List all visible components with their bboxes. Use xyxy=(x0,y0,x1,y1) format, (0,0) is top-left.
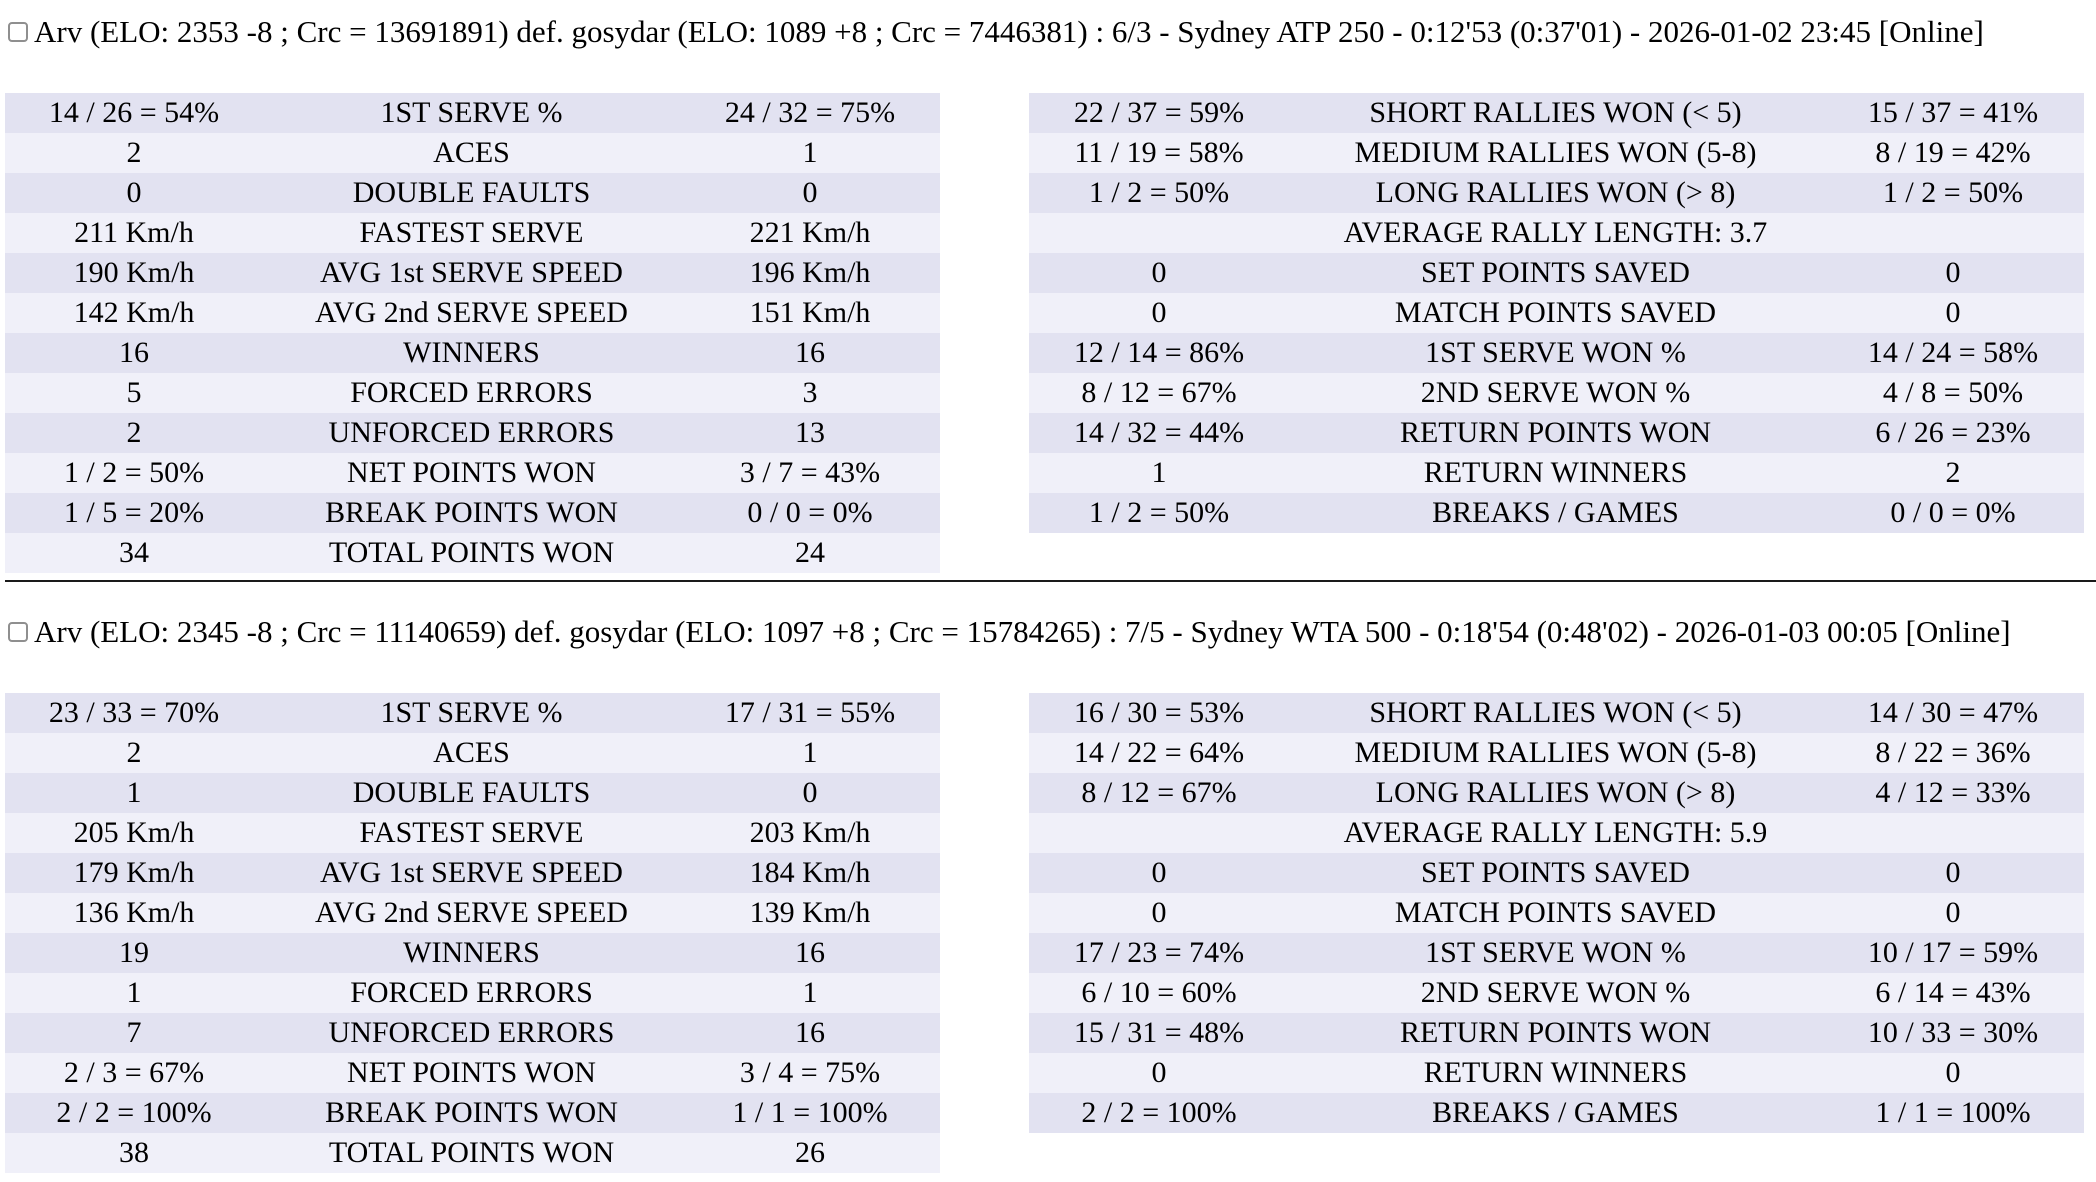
loser-value: 0 xyxy=(1822,853,2084,893)
stat-label: BREAK POINTS WON xyxy=(263,1093,680,1133)
stat-label: FORCED ERRORS xyxy=(263,973,680,1013)
stat-row xyxy=(5,253,940,293)
stat-label: NET POINTS WON xyxy=(263,453,680,493)
stat-row xyxy=(1029,133,2084,173)
stat-label: DOUBLE FAULTS xyxy=(263,173,680,213)
stat-label: SET POINTS SAVED xyxy=(1289,853,1822,893)
loser-value: 16 xyxy=(680,933,940,973)
winner-value: 5 xyxy=(5,373,263,413)
winner-value: 0 xyxy=(1029,293,1289,333)
loser-value: 13 xyxy=(680,413,940,453)
winner-value: 34 xyxy=(5,533,263,573)
loser-value: 10 / 33 = 30% xyxy=(1822,1013,2084,1053)
winner-value: 11 / 19 = 58% xyxy=(1029,133,1289,173)
winner-value: 23 / 33 = 70% xyxy=(5,693,263,733)
loser-value: 0 xyxy=(1822,253,2084,293)
winner-value: 8 / 12 = 67% xyxy=(1029,773,1289,813)
stat-row xyxy=(5,453,940,493)
stat-label: BREAKS / GAMES xyxy=(1289,493,1822,533)
stat-label: SET POINTS SAVED xyxy=(1289,253,1822,293)
loser-value: 1 xyxy=(680,973,940,1013)
winner-value: 2 xyxy=(5,733,263,773)
loser-value: 6 / 26 = 23% xyxy=(1822,413,2084,453)
stat-label: FASTEST SERVE xyxy=(263,213,680,253)
stat-row xyxy=(5,133,940,173)
match-separator xyxy=(5,580,2096,582)
stat-label: AVERAGE RALLY LENGTH: 3.7 xyxy=(1289,213,1822,253)
stat-label: 2ND SERVE WON % xyxy=(1289,973,1822,1013)
stat-row xyxy=(5,1093,940,1133)
winner-value: 14 / 32 = 44% xyxy=(1029,413,1289,453)
stat-row xyxy=(5,693,940,733)
winner-value: 0 xyxy=(1029,1053,1289,1093)
stat-row xyxy=(1029,453,2084,493)
stat-row xyxy=(5,813,940,853)
stat-label: 1ST SERVE WON % xyxy=(1289,333,1822,373)
loser-value: 0 xyxy=(1822,293,2084,333)
winner-value: 16 / 30 = 53% xyxy=(1029,693,1289,733)
winner-value: 0 xyxy=(1029,853,1289,893)
winner-value: 136 Km/h xyxy=(5,893,263,933)
stat-label: RETURN POINTS WON xyxy=(1289,1013,1822,1053)
stat-label: MATCH POINTS SAVED xyxy=(1289,893,1822,933)
stat-label: LONG RALLIES WON (> 8) xyxy=(1289,173,1822,213)
winner-value: 14 / 22 = 64% xyxy=(1029,733,1289,773)
stat-label: UNFORCED ERRORS xyxy=(263,1013,680,1053)
winner-value: 2 xyxy=(5,133,263,173)
stat-label: RETURN POINTS WON xyxy=(1289,413,1822,453)
loser-value xyxy=(1822,213,2084,253)
stat-row xyxy=(1029,213,2084,253)
winner-value: 12 / 14 = 86% xyxy=(1029,333,1289,373)
serve-stats-table xyxy=(5,693,940,1173)
stat-row xyxy=(5,853,940,893)
stat-row xyxy=(5,533,940,573)
stat-row xyxy=(5,93,940,133)
stat-label: 1ST SERVE % xyxy=(263,693,680,733)
loser-value: 15 / 37 = 41% xyxy=(1822,93,2084,133)
winner-value: 15 / 31 = 48% xyxy=(1029,1013,1289,1053)
loser-value: 203 Km/h xyxy=(680,813,940,853)
winner-value: 6 / 10 = 60% xyxy=(1029,973,1289,1013)
rally-stats-table xyxy=(1029,693,2084,1133)
winner-value: 38 xyxy=(5,1133,263,1173)
winner-value: 17 / 23 = 74% xyxy=(1029,933,1289,973)
stat-label: AVG 2nd SERVE SPEED xyxy=(263,293,680,333)
stat-row xyxy=(5,213,940,253)
stat-label: 2ND SERVE WON % xyxy=(1289,373,1822,413)
stat-row xyxy=(1029,693,2084,733)
stat-row xyxy=(1029,413,2084,453)
stat-row xyxy=(1029,813,2084,853)
stat-label: WINNERS xyxy=(263,933,680,973)
stat-row xyxy=(5,333,940,373)
match-header xyxy=(8,610,2011,654)
stat-row xyxy=(1029,893,2084,933)
winner-value: 2 / 2 = 100% xyxy=(1029,1093,1289,1133)
loser-value: 24 / 32 = 75% xyxy=(680,93,940,133)
stat-label: MEDIUM RALLIES WON (5-8) xyxy=(1289,133,1822,173)
winner-value xyxy=(1029,813,1289,853)
winner-value: 2 xyxy=(5,413,263,453)
winner-value: 1 xyxy=(1029,453,1289,493)
winner-value: 0 xyxy=(1029,253,1289,293)
loser-value: 24 xyxy=(680,533,940,573)
stat-row xyxy=(1029,93,2084,133)
loser-value: 221 Km/h xyxy=(680,213,940,253)
stat-row xyxy=(1029,973,2084,1013)
winner-value: 16 xyxy=(5,333,263,373)
stat-label: RETURN WINNERS xyxy=(1289,453,1822,493)
loser-value: 3 / 4 = 75% xyxy=(680,1053,940,1093)
stat-label: NET POINTS WON xyxy=(263,1053,680,1093)
stat-row xyxy=(5,293,940,333)
winner-value: 1 xyxy=(5,973,263,1013)
stat-row xyxy=(5,413,940,453)
match-summary: Arv (ELO: 2353 -8 ; Crc = 13691891) def. gosydar (ELO: 1089 +8 ; Crc = 7446381) : 6/3 - Sydney ATP 250 - 0:12'53 (0:37'01) - 2026-01-02 23:45 [Online] xyxy=(34,14,1984,49)
loser-value: 0 / 0 = 0% xyxy=(1822,493,2084,533)
stat-row xyxy=(1029,373,2084,413)
stat-label: AVG 1st SERVE SPEED xyxy=(263,853,680,893)
stat-label: RETURN WINNERS xyxy=(1289,1053,1822,1093)
loser-value: 196 Km/h xyxy=(680,253,940,293)
stat-label: AVERAGE RALLY LENGTH: 5.9 xyxy=(1289,813,1822,853)
stat-label: TOTAL POINTS WON xyxy=(263,533,680,573)
stat-label: 1ST SERVE % xyxy=(263,93,680,133)
stat-label: 1ST SERVE WON % xyxy=(1289,933,1822,973)
stat-label: MEDIUM RALLIES WON (5-8) xyxy=(1289,733,1822,773)
loser-value: 17 / 31 = 55% xyxy=(680,693,940,733)
stat-label: DOUBLE FAULTS xyxy=(263,773,680,813)
loser-value: 14 / 24 = 58% xyxy=(1822,333,2084,373)
loser-value: 2 xyxy=(1822,453,2084,493)
winner-value: 2 / 2 = 100% xyxy=(5,1093,263,1133)
stat-row xyxy=(1029,773,2084,813)
loser-value: 14 / 30 = 47% xyxy=(1822,693,2084,733)
match-header xyxy=(8,10,1984,54)
stat-label: LONG RALLIES WON (> 8) xyxy=(1289,773,1822,813)
loser-value: 1 xyxy=(680,133,940,173)
winner-value xyxy=(1029,213,1289,253)
loser-value: 16 xyxy=(680,333,940,373)
stat-label: AVG 2nd SERVE SPEED xyxy=(263,893,680,933)
stat-row xyxy=(5,1053,940,1093)
loser-value: 1 / 1 = 100% xyxy=(1822,1093,2084,1133)
stat-label: AVG 1st SERVE SPEED xyxy=(263,253,680,293)
loser-value: 10 / 17 = 59% xyxy=(1822,933,2084,973)
winner-value: 0 xyxy=(1029,893,1289,933)
winner-value: 142 Km/h xyxy=(5,293,263,333)
stat-label: SHORT RALLIES WON (< 5) xyxy=(1289,93,1822,133)
winner-value: 211 Km/h xyxy=(5,213,263,253)
stat-label: ACES xyxy=(263,133,680,173)
stat-label: FORCED ERRORS xyxy=(263,373,680,413)
winner-value: 2 / 3 = 67% xyxy=(5,1053,263,1093)
stat-row xyxy=(5,973,940,1013)
loser-value: 4 / 12 = 33% xyxy=(1822,773,2084,813)
loser-value: 8 / 22 = 36% xyxy=(1822,733,2084,773)
winner-value: 205 Km/h xyxy=(5,813,263,853)
winner-value: 0 xyxy=(5,173,263,213)
stat-row xyxy=(1029,1093,2084,1133)
stat-row xyxy=(5,173,940,213)
stat-row xyxy=(5,373,940,413)
stat-row xyxy=(1029,333,2084,373)
stat-row xyxy=(5,1133,940,1173)
loser-value: 0 xyxy=(680,773,940,813)
loser-value: 3 xyxy=(680,373,940,413)
stat-row xyxy=(5,1013,940,1053)
rally-stats-table xyxy=(1029,93,2084,533)
loser-value: 1 / 1 = 100% xyxy=(680,1093,940,1133)
loser-value: 184 Km/h xyxy=(680,853,940,893)
stat-row xyxy=(5,773,940,813)
winner-value: 14 / 26 = 54% xyxy=(5,93,263,133)
loser-value: 6 / 14 = 43% xyxy=(1822,973,2084,1013)
stat-label: SHORT RALLIES WON (< 5) xyxy=(1289,693,1822,733)
loser-value xyxy=(1822,813,2084,853)
winner-value: 190 Km/h xyxy=(5,253,263,293)
stat-row xyxy=(1029,1053,2084,1093)
winner-value: 8 / 12 = 67% xyxy=(1029,373,1289,413)
stat-row xyxy=(1029,173,2084,213)
loser-value: 151 Km/h xyxy=(680,293,940,333)
stat-row xyxy=(1029,493,2084,533)
loser-value: 0 / 0 = 0% xyxy=(680,493,940,533)
winner-value: 1 / 2 = 50% xyxy=(5,453,263,493)
stat-row xyxy=(1029,933,2084,973)
loser-value: 139 Km/h xyxy=(680,893,940,933)
stat-row xyxy=(1029,1013,2084,1053)
stat-row xyxy=(1029,293,2084,333)
stat-label: UNFORCED ERRORS xyxy=(263,413,680,453)
loser-value: 1 / 2 = 50% xyxy=(1822,173,2084,213)
loser-value: 8 / 19 = 42% xyxy=(1822,133,2084,173)
winner-value: 22 / 37 = 59% xyxy=(1029,93,1289,133)
stat-label: MATCH POINTS SAVED xyxy=(1289,293,1822,333)
loser-value: 0 xyxy=(1822,893,2084,933)
winner-value: 1 xyxy=(5,773,263,813)
stat-row xyxy=(1029,733,2084,773)
winner-value: 1 / 2 = 50% xyxy=(1029,173,1289,213)
match-select-checkbox[interactable] xyxy=(8,22,28,42)
stat-row xyxy=(1029,853,2084,893)
stat-row xyxy=(5,893,940,933)
stat-label: BREAK POINTS WON xyxy=(263,493,680,533)
stat-row xyxy=(5,493,940,533)
stat-row xyxy=(5,733,940,773)
match-select-checkbox[interactable] xyxy=(8,622,28,642)
stat-label: BREAKS / GAMES xyxy=(1289,1093,1822,1133)
loser-value: 0 xyxy=(680,173,940,213)
stat-label: WINNERS xyxy=(263,333,680,373)
stat-row xyxy=(1029,253,2084,293)
loser-value: 1 xyxy=(680,733,940,773)
winner-value: 7 xyxy=(5,1013,263,1053)
stat-row xyxy=(5,933,940,973)
serve-stats-table xyxy=(5,93,940,573)
loser-value: 16 xyxy=(680,1013,940,1053)
winner-value: 1 / 5 = 20% xyxy=(5,493,263,533)
loser-value: 0 xyxy=(1822,1053,2084,1093)
match-summary: Arv (ELO: 2345 -8 ; Crc = 11140659) def. gosydar (ELO: 1097 +8 ; Crc = 15784265) : 7/5 - Sydney WTA 500 - 0:18'54 (0:48'02) - 2026-01-03 00:05 [Online] xyxy=(34,614,2011,649)
loser-value: 26 xyxy=(680,1133,940,1173)
winner-value: 19 xyxy=(5,933,263,973)
winner-value: 1 / 2 = 50% xyxy=(1029,493,1289,533)
stat-label: ACES xyxy=(263,733,680,773)
loser-value: 4 / 8 = 50% xyxy=(1822,373,2084,413)
winner-value: 179 Km/h xyxy=(5,853,263,893)
stat-label: TOTAL POINTS WON xyxy=(263,1133,680,1173)
loser-value: 3 / 7 = 43% xyxy=(680,453,940,493)
stat-label: FASTEST SERVE xyxy=(263,813,680,853)
